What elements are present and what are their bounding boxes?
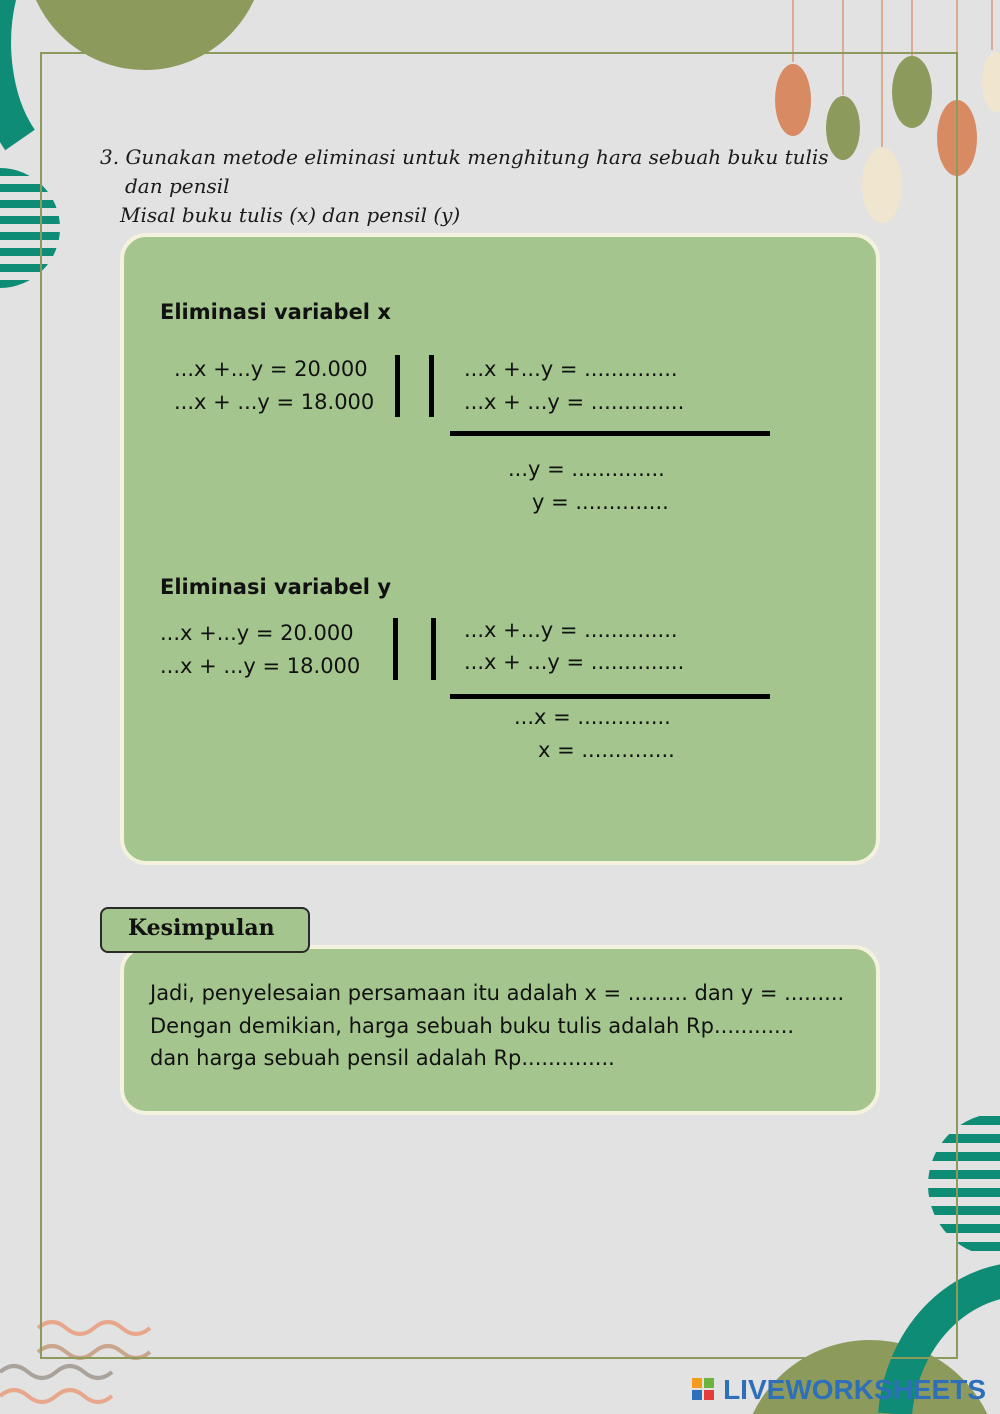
elim-y-title: Eliminasi variabel y bbox=[160, 575, 392, 599]
conclusion-line-2: Dengan demikian, harga sebuah buku tulis adalah Rp............ bbox=[150, 1014, 795, 1038]
question-line-3: Misal buku tulis (x) dan pensil (y) bbox=[120, 203, 461, 227]
elim-y-right-eq1: ...x +...y = .............. bbox=[464, 618, 678, 642]
elim-y-multiplier-bar-left bbox=[393, 618, 398, 680]
conclusion-line-1: Jadi, penyelesaian persamaan itu adalah x = ......... dan y = ......... bbox=[150, 981, 845, 1005]
elim-y-result2: x = .............. bbox=[538, 738, 675, 762]
liveworksheets-brand[interactable]: LIVEWORKSHEETS bbox=[723, 1374, 986, 1405]
elim-x-subtraction-line bbox=[450, 431, 770, 436]
elim-y-result1: ...x = .............. bbox=[514, 705, 671, 729]
question-line-1: 3. Gunakan metode eliminasi untuk menghitung hara sebuah buku tulis bbox=[100, 145, 829, 169]
elim-x-left-eq1: ...x +...y = 20.000 bbox=[174, 357, 368, 381]
elim-x-left-eq2: ...x + ...y = 18.000 bbox=[174, 390, 375, 414]
elim-y-left-eq1: ...x +...y = 20.000 bbox=[160, 621, 354, 645]
conclusion-line-3: dan harga sebuah pensil adalah Rp.............. bbox=[150, 1046, 615, 1070]
elim-x-right-eq2: ...x + ...y = .............. bbox=[464, 390, 685, 414]
elim-x-multiplier-bar-right bbox=[429, 355, 434, 417]
elim-x-right-eq1: ...x +...y = .............. bbox=[464, 357, 678, 381]
conclusion-label: Kesimpulan bbox=[128, 915, 275, 941]
elimination-panel bbox=[120, 233, 880, 865]
conclusion-label-tag bbox=[100, 907, 310, 953]
elim-y-left-eq2: ...x + ...y = 18.000 bbox=[160, 654, 361, 678]
question-line-2: dan pensil bbox=[125, 174, 230, 198]
liveworksheets-logo-icon bbox=[692, 1378, 714, 1400]
elim-x-result2: y = .............. bbox=[532, 490, 669, 514]
elim-y-subtraction-line bbox=[450, 694, 770, 699]
elim-x-result1: ...y = .............. bbox=[508, 457, 665, 481]
elim-y-right-eq2: ...x + ...y = .............. bbox=[464, 650, 685, 674]
elim-y-multiplier-bar-right bbox=[431, 618, 436, 680]
elim-x-title: Eliminasi variabel x bbox=[160, 300, 391, 324]
elim-x-multiplier-bar-left bbox=[395, 355, 400, 417]
